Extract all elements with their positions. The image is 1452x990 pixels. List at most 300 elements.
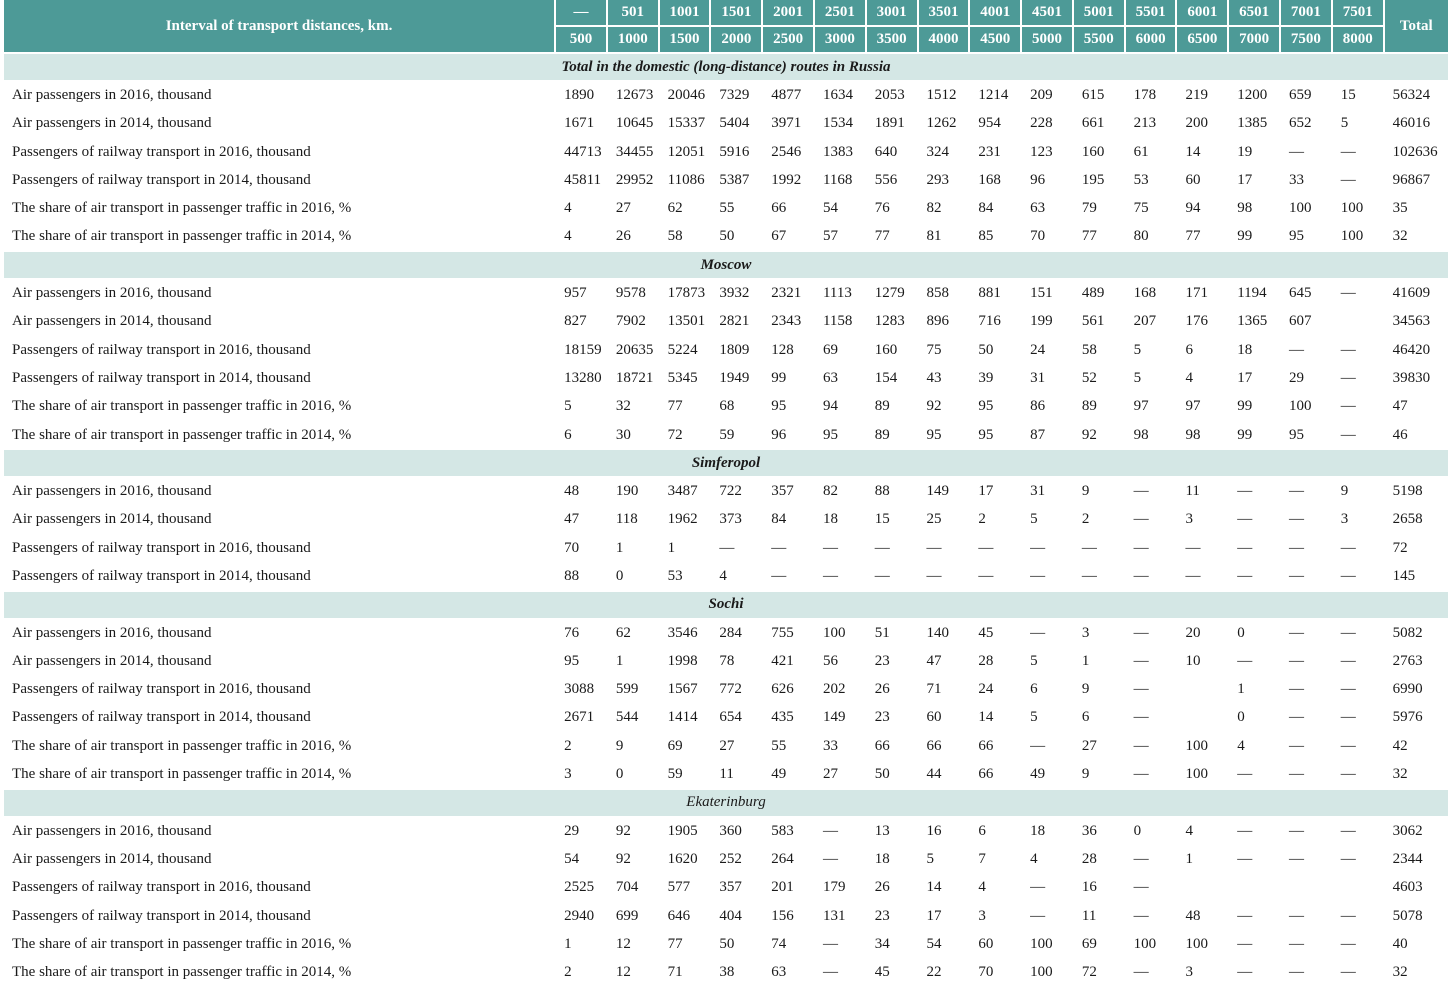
header-range-from: 4501 <box>1022 0 1074 27</box>
value-cell: 60 <box>919 705 971 733</box>
value-cell: 15337 <box>660 111 712 139</box>
value-cell: 20635 <box>608 337 660 365</box>
value-cell: 54 <box>556 846 608 874</box>
value-cell: 18 <box>815 507 867 535</box>
value-cell: 29952 <box>608 167 660 195</box>
row-label: The share of air transport in passenger traffic in 2014, % <box>4 224 556 252</box>
header-range-from: 5001 <box>1074 0 1126 27</box>
table-header <box>4 0 1450 54</box>
value-cell: 2343 <box>763 309 815 337</box>
value-cell: 154 <box>867 365 919 393</box>
value-cell: 100 <box>1022 931 1074 959</box>
total-cell: 32 <box>1385 960 1450 988</box>
value-cell: 17 <box>1229 365 1281 393</box>
header-range-from: 4001 <box>970 0 1022 27</box>
value-cell: 5 <box>1022 705 1074 733</box>
value-cell: 360 <box>711 818 763 846</box>
value-cell: 55 <box>763 733 815 761</box>
value-cell: — <box>1281 337 1333 365</box>
value-cell: — <box>1229 507 1281 535</box>
value-cell: 19 <box>1229 139 1281 167</box>
value-cell: 615 <box>1074 82 1126 110</box>
total-cell: 47 <box>1385 394 1450 422</box>
header-range-from: 3001 <box>867 0 919 27</box>
value-cell: 13501 <box>660 309 712 337</box>
header-range-to: 7500 <box>1281 27 1333 54</box>
row-label: Air passengers in 2014, thousand <box>4 309 556 337</box>
value-cell: 11 <box>711 761 763 789</box>
value-cell: 28 <box>1074 846 1126 874</box>
value-cell: 12 <box>608 960 660 988</box>
value-cell: 50 <box>970 337 1022 365</box>
value-cell: — <box>815 535 867 563</box>
value-cell: — <box>1333 903 1385 931</box>
value-cell: — <box>1333 761 1385 789</box>
value-cell: 881 <box>970 280 1022 308</box>
value-cell: 284 <box>711 620 763 648</box>
value-cell: 77 <box>1177 224 1229 252</box>
value-cell: 6 <box>1074 705 1126 733</box>
value-cell: 56 <box>815 648 867 676</box>
value-cell: — <box>1126 903 1178 931</box>
table-row <box>4 960 1450 988</box>
value-cell: — <box>1281 705 1333 733</box>
table-row <box>4 422 1450 450</box>
value-cell: 2821 <box>711 309 763 337</box>
value-cell: — <box>1281 733 1333 761</box>
value-cell: — <box>1022 563 1074 591</box>
total-cell: 40 <box>1385 931 1450 959</box>
row-label: Air passengers in 2016, thousand <box>4 82 556 110</box>
header-range-to: 4500 <box>970 27 1022 54</box>
value-cell: 33 <box>815 733 867 761</box>
value-cell: 47 <box>556 507 608 535</box>
value-cell: 178 <box>1126 82 1178 110</box>
value-cell: 77 <box>660 931 712 959</box>
value-cell: 199 <box>1022 309 1074 337</box>
value-cell: 2 <box>970 507 1022 535</box>
value-cell: 128 <box>763 337 815 365</box>
value-cell: 67 <box>763 224 815 252</box>
total-cell: 4603 <box>1385 875 1450 903</box>
value-cell: 29 <box>1281 365 1333 393</box>
value-cell: 81 <box>919 224 971 252</box>
header-total: Total <box>1385 0 1450 54</box>
value-cell: — <box>1333 337 1385 365</box>
header-range-from: 7001 <box>1281 0 1333 27</box>
value-cell: 18159 <box>556 337 608 365</box>
row-label: Passengers of railway transport in 2014, thousand <box>4 365 556 393</box>
value-cell: — <box>1281 761 1333 789</box>
value-cell: 89 <box>867 394 919 422</box>
value-cell: 95 <box>763 394 815 422</box>
value-cell: 1200 <box>1229 82 1281 110</box>
value-cell: — <box>1126 960 1178 988</box>
table-row <box>4 167 1450 195</box>
value-cell: — <box>1281 903 1333 931</box>
value-cell: 228 <box>1022 111 1074 139</box>
value-cell: — <box>919 563 971 591</box>
value-cell: 48 <box>556 478 608 506</box>
value-cell: 63 <box>763 960 815 988</box>
value-cell: 827 <box>556 309 608 337</box>
value-cell: 61 <box>1126 139 1178 167</box>
value-cell: 1168 <box>815 167 867 195</box>
value-cell: — <box>1333 394 1385 422</box>
total-cell: 39830 <box>1385 365 1450 393</box>
value-cell: — <box>763 535 815 563</box>
value-cell: 1 <box>608 535 660 563</box>
table-row <box>4 931 1450 959</box>
section-title: Simferopol <box>4 450 1450 478</box>
value-cell: — <box>1333 818 1385 846</box>
value-cell: — <box>1229 761 1281 789</box>
value-cell: 59 <box>660 761 712 789</box>
total-cell: 2763 <box>1385 648 1450 676</box>
value-cell: 100 <box>1333 224 1385 252</box>
value-cell: 4 <box>1177 818 1229 846</box>
value-cell: 29 <box>556 818 608 846</box>
value-cell: 66 <box>970 733 1022 761</box>
value-cell: 6 <box>1022 677 1074 705</box>
value-cell: 704 <box>608 875 660 903</box>
value-cell: 52 <box>1074 365 1126 393</box>
value-cell: 47 <box>919 648 971 676</box>
value-cell: — <box>815 563 867 591</box>
row-label: Air passengers in 2016, thousand <box>4 280 556 308</box>
value-cell: 2525 <box>556 875 608 903</box>
value-cell: 100 <box>1177 733 1229 761</box>
value-cell: — <box>1333 705 1385 733</box>
value-cell: 4 <box>1022 846 1074 874</box>
value-cell: 9 <box>1074 677 1126 705</box>
value-cell: 213 <box>1126 111 1178 139</box>
value-cell: 179 <box>815 875 867 903</box>
section-title: Ekaterinburg <box>4 790 1450 818</box>
value-cell: — <box>1333 620 1385 648</box>
total-cell: 5082 <box>1385 620 1450 648</box>
value-cell: 0 <box>1126 818 1178 846</box>
header-range-to: 1000 <box>608 27 660 54</box>
value-cell: 92 <box>1074 422 1126 450</box>
value-cell: — <box>1022 875 1074 903</box>
value-cell: 654 <box>711 705 763 733</box>
value-cell: 561 <box>1074 309 1126 337</box>
value-cell: 435 <box>763 705 815 733</box>
value-cell: 1194 <box>1229 280 1281 308</box>
header-range-from: 1501 <box>711 0 763 27</box>
value-cell: — <box>1281 677 1333 705</box>
value-cell: — <box>1126 563 1178 591</box>
value-cell: 89 <box>1074 394 1126 422</box>
value-cell: — <box>1229 903 1281 931</box>
value-cell: 89 <box>867 422 919 450</box>
value-cell: — <box>1126 507 1178 535</box>
total-cell: 2658 <box>1385 507 1450 535</box>
value-cell: 97 <box>1177 394 1229 422</box>
row-label: Air passengers in 2014, thousand <box>4 846 556 874</box>
value-cell: 489 <box>1074 280 1126 308</box>
value-cell: 49 <box>763 761 815 789</box>
value-cell: 9578 <box>608 280 660 308</box>
header-range-to: 4000 <box>919 27 971 54</box>
row-label: Passengers of railway transport in 2016, thousand <box>4 139 556 167</box>
value-cell: 79 <box>1074 195 1126 223</box>
value-cell: 123 <box>1022 139 1074 167</box>
table-row <box>4 507 1450 535</box>
value-cell: 32 <box>608 394 660 422</box>
value-cell: 149 <box>815 705 867 733</box>
value-cell: 59 <box>711 422 763 450</box>
value-cell: — <box>1281 846 1333 874</box>
value-cell: 1620 <box>660 846 712 874</box>
value-cell: — <box>1074 535 1126 563</box>
value-cell: — <box>1333 280 1385 308</box>
value-cell: 78 <box>711 648 763 676</box>
total-cell: 46420 <box>1385 337 1450 365</box>
value-cell: 190 <box>608 478 660 506</box>
value-cell: 13280 <box>556 365 608 393</box>
value-cell: 82 <box>815 478 867 506</box>
total-cell: 42 <box>1385 733 1450 761</box>
value-cell: 583 <box>763 818 815 846</box>
value-cell: 77 <box>867 224 919 252</box>
value-cell: 18 <box>1229 337 1281 365</box>
value-cell: 2 <box>556 733 608 761</box>
table-row <box>4 733 1450 761</box>
value-cell: 69 <box>1074 931 1126 959</box>
total-cell: 35 <box>1385 195 1450 223</box>
value-cell: 5916 <box>711 139 763 167</box>
value-cell: — <box>1126 648 1178 676</box>
value-cell: 4 <box>1229 733 1281 761</box>
table-row <box>4 139 1450 167</box>
value-cell: 18 <box>1022 818 1074 846</box>
value-cell: 556 <box>867 167 919 195</box>
header-range-to: 6500 <box>1177 27 1229 54</box>
table-row <box>4 677 1450 705</box>
value-cell: 0 <box>1229 620 1281 648</box>
value-cell: 99 <box>1229 422 1281 450</box>
header-range-to: 3000 <box>815 27 867 54</box>
value-cell: 699 <box>608 903 660 931</box>
value-cell: 264 <box>763 846 815 874</box>
value-cell: 160 <box>1074 139 1126 167</box>
value-cell: 3 <box>1177 507 1229 535</box>
value-cell: 2940 <box>556 903 608 931</box>
value-cell: 31 <box>1022 365 1074 393</box>
value-cell: — <box>815 960 867 988</box>
value-cell: 95 <box>556 648 608 676</box>
value-cell: 151 <box>1022 280 1074 308</box>
value-cell: 70 <box>970 960 1022 988</box>
value-cell: 5404 <box>711 111 763 139</box>
value-cell: 2 <box>556 960 608 988</box>
value-cell: — <box>1333 960 1385 988</box>
value-cell: 53 <box>660 563 712 591</box>
value-cell: 607 <box>1281 309 1333 337</box>
total-cell: 46 <box>1385 422 1450 450</box>
value-cell: 76 <box>556 620 608 648</box>
value-cell: — <box>919 535 971 563</box>
value-cell: — <box>1177 535 1229 563</box>
value-cell: 16 <box>919 818 971 846</box>
header-range-from: 2001 <box>763 0 815 27</box>
value-cell: 15 <box>1333 82 1385 110</box>
total-cell: 96867 <box>1385 167 1450 195</box>
value-cell: 92 <box>919 394 971 422</box>
value-cell: 20046 <box>660 82 712 110</box>
row-label: Passengers of railway transport in 2014, thousand <box>4 903 556 931</box>
value-cell: 3 <box>970 903 1022 931</box>
value-cell: — <box>1281 507 1333 535</box>
value-cell: 0 <box>608 761 660 789</box>
value-cell: — <box>1281 535 1333 563</box>
value-cell: 95 <box>970 422 1022 450</box>
value-cell: 14 <box>919 875 971 903</box>
value-cell: 31 <box>1022 478 1074 506</box>
value-cell: 95 <box>1281 422 1333 450</box>
value-cell: 66 <box>763 195 815 223</box>
value-cell: 3 <box>1177 960 1229 988</box>
total-cell: 32 <box>1385 761 1450 789</box>
total-cell: 6990 <box>1385 677 1450 705</box>
value-cell: 100 <box>1333 195 1385 223</box>
table-body <box>4 54 1450 988</box>
value-cell: 9 <box>608 733 660 761</box>
value-cell: — <box>1229 648 1281 676</box>
row-label: The share of air transport in passenger traffic in 2016, % <box>4 394 556 422</box>
value-cell: 1 <box>556 931 608 959</box>
value-cell: 1809 <box>711 337 763 365</box>
value-cell: 10645 <box>608 111 660 139</box>
value-cell: 100 <box>815 620 867 648</box>
value-cell: 11086 <box>660 167 712 195</box>
value-cell: 404 <box>711 903 763 931</box>
value-cell: 5387 <box>711 167 763 195</box>
value-cell: 24 <box>1022 337 1074 365</box>
value-cell: 44 <box>919 761 971 789</box>
value-cell: 7329 <box>711 82 763 110</box>
value-cell: 92 <box>608 846 660 874</box>
value-cell: 60 <box>1177 167 1229 195</box>
value-cell: 659 <box>1281 82 1333 110</box>
value-cell: 640 <box>867 139 919 167</box>
value-cell: 5224 <box>660 337 712 365</box>
value-cell: 24 <box>970 677 1022 705</box>
value-cell: 195 <box>1074 167 1126 195</box>
header-range-to: 2000 <box>711 27 763 54</box>
value-cell: 577 <box>660 875 712 903</box>
value-cell <box>1281 875 1333 903</box>
value-cell: 98 <box>1126 422 1178 450</box>
header-range-to: 5500 <box>1074 27 1126 54</box>
row-label: The share of air transport in passenger traffic in 2016, % <box>4 733 556 761</box>
value-cell: 17 <box>1229 167 1281 195</box>
value-cell: 3088 <box>556 677 608 705</box>
value-cell: 45 <box>867 960 919 988</box>
value-cell: 140 <box>919 620 971 648</box>
value-cell: 16 <box>1074 875 1126 903</box>
value-cell: 9 <box>1074 478 1126 506</box>
row-label: The share of air transport in passenger traffic in 2016, % <box>4 195 556 223</box>
table-row <box>4 846 1450 874</box>
value-cell: 39 <box>970 365 1022 393</box>
value-cell: 20 <box>1177 620 1229 648</box>
value-cell: 324 <box>919 139 971 167</box>
value-cell: — <box>970 535 1022 563</box>
value-cell: 1113 <box>815 280 867 308</box>
table-row <box>4 535 1450 563</box>
value-cell: — <box>1333 733 1385 761</box>
value-cell: 12 <box>608 931 660 959</box>
value-cell: 9 <box>1333 478 1385 506</box>
value-cell: 58 <box>660 224 712 252</box>
value-cell: 858 <box>919 280 971 308</box>
value-cell: 94 <box>815 394 867 422</box>
value-cell: 357 <box>711 875 763 903</box>
row-label: Passengers of railway transport in 2016, thousand <box>4 875 556 903</box>
value-cell: 99 <box>1229 394 1281 422</box>
value-cell: 77 <box>660 394 712 422</box>
value-cell: 50 <box>711 224 763 252</box>
value-cell: 168 <box>970 167 1022 195</box>
value-cell: 5 <box>1022 507 1074 535</box>
value-cell: 2546 <box>763 139 815 167</box>
header-range-to: 5000 <box>1022 27 1074 54</box>
value-cell: 86 <box>1022 394 1074 422</box>
section-header-row <box>4 790 1450 818</box>
value-cell: 80 <box>1126 224 1178 252</box>
value-cell: — <box>1126 846 1178 874</box>
value-cell: 38 <box>711 960 763 988</box>
value-cell: — <box>1333 677 1385 705</box>
value-cell: 3 <box>1074 620 1126 648</box>
value-cell: 88 <box>867 478 919 506</box>
value-cell: 95 <box>919 422 971 450</box>
value-cell: 6 <box>556 422 608 450</box>
value-cell: 53 <box>1126 167 1178 195</box>
value-cell: — <box>1177 563 1229 591</box>
value-cell: 27 <box>608 195 660 223</box>
value-cell: — <box>1229 846 1281 874</box>
value-cell: 1949 <box>711 365 763 393</box>
value-cell: 3546 <box>660 620 712 648</box>
value-cell: — <box>1281 478 1333 506</box>
value-cell: 3971 <box>763 111 815 139</box>
value-cell: — <box>1281 139 1333 167</box>
value-cell: 131 <box>815 903 867 931</box>
value-cell: — <box>1126 875 1178 903</box>
value-cell: — <box>1333 563 1385 591</box>
row-label: Air passengers in 2014, thousand <box>4 507 556 535</box>
value-cell: 772 <box>711 677 763 705</box>
value-cell <box>1177 677 1229 705</box>
value-cell: 4 <box>970 875 1022 903</box>
value-cell: 15 <box>867 507 919 535</box>
value-cell: 5 <box>1022 648 1074 676</box>
value-cell: 85 <box>970 224 1022 252</box>
value-cell: 168 <box>1126 280 1178 308</box>
value-cell: 54 <box>815 195 867 223</box>
table-row <box>4 903 1450 931</box>
value-cell: 10 <box>1177 648 1229 676</box>
value-cell: 71 <box>919 677 971 705</box>
value-cell: 100 <box>1281 195 1333 223</box>
value-cell: — <box>1281 960 1333 988</box>
value-cell: 4 <box>556 224 608 252</box>
value-cell: 34 <box>867 931 919 959</box>
